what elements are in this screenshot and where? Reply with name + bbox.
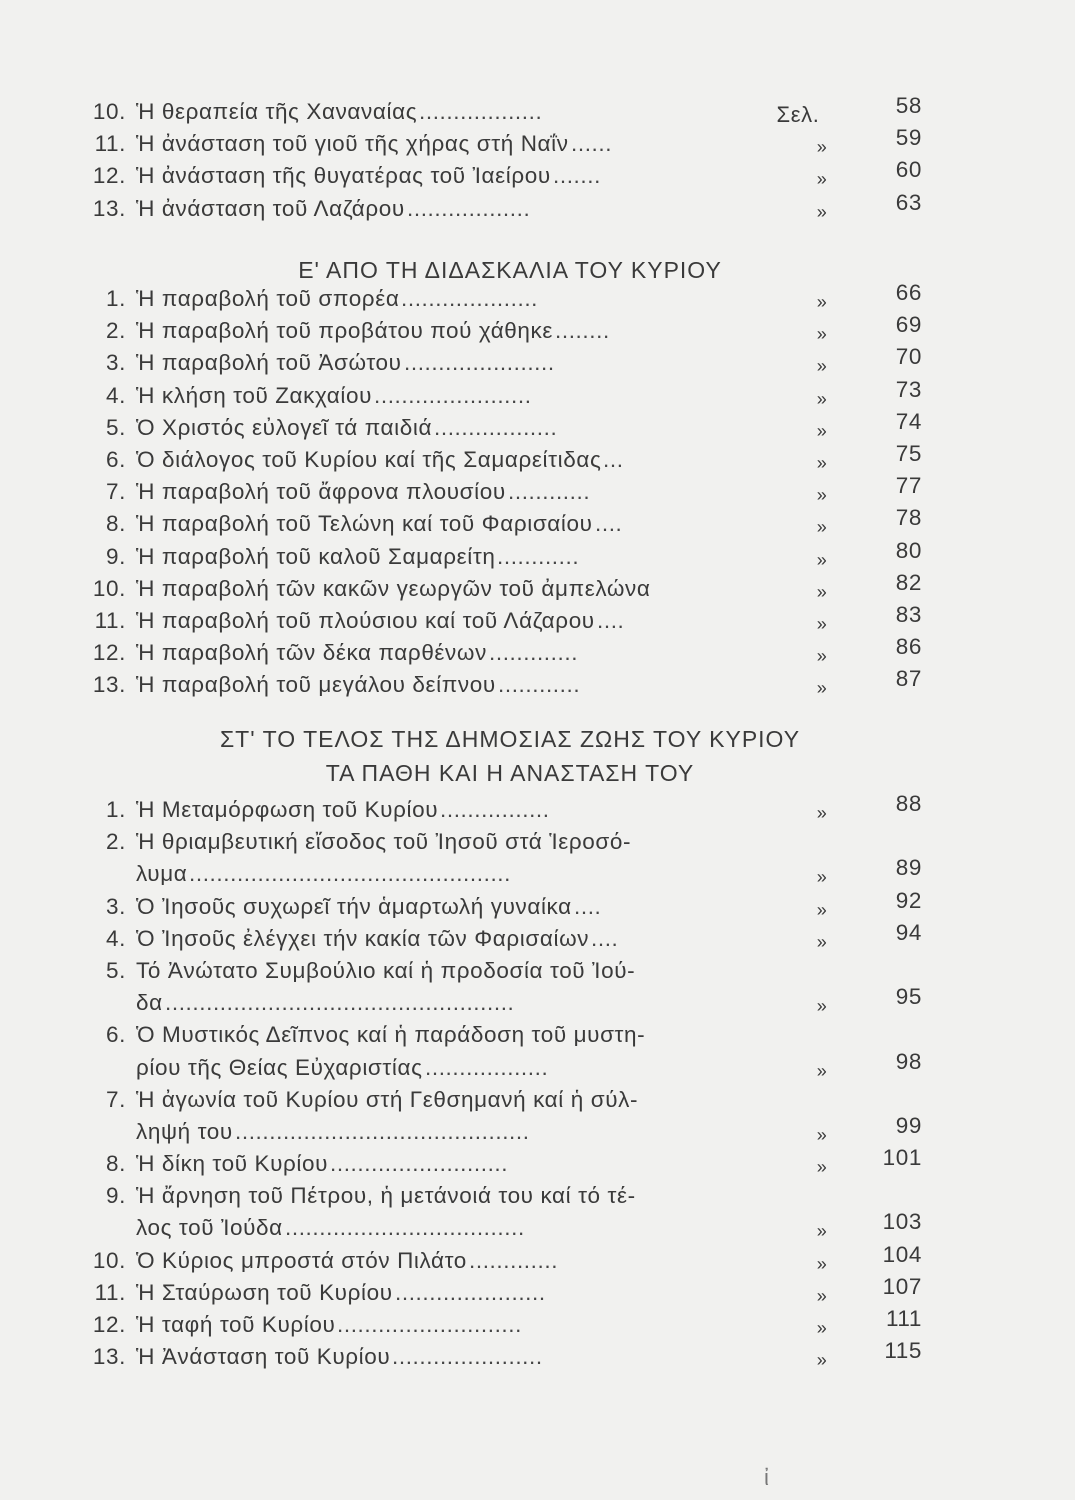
toc-entry bbox=[80, 634, 940, 672]
entry-title: Ἡ Σταύρωση τοῦ Κυρίου bbox=[136, 1279, 393, 1305]
dot-leader: ............................................... bbox=[189, 861, 512, 887]
entry-number: 7. bbox=[106, 479, 126, 505]
page-number: 103 bbox=[882, 1209, 922, 1235]
entry-number: 6. bbox=[106, 446, 126, 472]
entry-number: 13. bbox=[92, 195, 126, 221]
entry-title: Ὁ Ἰησοῦς συχωρεῖ τήν ἁμαρτωλή γυναίκα bbox=[136, 893, 572, 919]
entry-number: 8. bbox=[106, 1151, 126, 1177]
toc-entry bbox=[80, 312, 940, 350]
toc-entry bbox=[80, 505, 940, 543]
dot-leader: ...... bbox=[571, 131, 613, 157]
dot-leader: .................. bbox=[425, 1054, 549, 1080]
toc-entry bbox=[80, 1112, 940, 1151]
entry-title: Ὁ Χριστός εὐλογεῖ τά παιδιά bbox=[136, 414, 433, 440]
toc-entry bbox=[80, 919, 940, 958]
toc-entry bbox=[80, 1209, 940, 1247]
page-number: 95 bbox=[895, 984, 922, 1010]
toc-entry bbox=[80, 1338, 940, 1376]
page-prefix: » bbox=[816, 613, 828, 634]
entry-title: Ἡ Μεταμόρφωση τοῦ Κυρίου bbox=[136, 797, 439, 822]
entry-number: 9. bbox=[106, 1183, 126, 1209]
page-prefix: » bbox=[816, 137, 828, 158]
toc-entry bbox=[80, 829, 940, 861]
toc-entry bbox=[80, 157, 940, 195]
page-number: 89 bbox=[895, 855, 922, 881]
dot-leader: ........................... bbox=[337, 1312, 522, 1337]
section-st-heading-line2: ΤΑ ΠΑΘΗ ΚΑΙ Η ΑΝΑΣΤΑΣΗ ΤΟΥ bbox=[325, 760, 695, 786]
dot-leader: ................................... bbox=[285, 1215, 525, 1241]
toc-entry bbox=[80, 1183, 940, 1215]
entry-number: 11. bbox=[94, 1279, 126, 1305]
entry-number: 1. bbox=[106, 286, 126, 311]
entry-title: Ἡ ἀνάσταση τοῦ Λαζάρου bbox=[136, 195, 405, 221]
entry-number: 10. bbox=[92, 1247, 126, 1273]
entry-title: Ἡ θριαμβευτική εἴσοδος τοῦ Ἰησοῦ στά Ἱεροσό- bbox=[136, 829, 632, 855]
entry-title: Ἡ παραβολή τοῦ Τελώνη καί τοῦ Φαρισαίου bbox=[136, 511, 593, 537]
entry-title: Ὁ Ἰησοῦς ἐλέγχει τήν κακία τῶν Φαρισαίων bbox=[136, 925, 590, 951]
dot-leader: ....................... bbox=[374, 382, 532, 408]
entry-title: λος τοῦ Ἰούδα bbox=[136, 1215, 283, 1241]
page-number: 73 bbox=[895, 376, 922, 402]
toc-entry bbox=[80, 1306, 940, 1344]
page-number: 98 bbox=[895, 1048, 922, 1074]
entry-title: Ἡ ἀνάσταση τοῦ γιοῦ τῆς χήρας στή Ναΐν bbox=[136, 131, 569, 157]
page-prefix: » bbox=[816, 169, 828, 190]
page-mark: ἰ bbox=[764, 1465, 769, 1490]
entry-title: Ἡ παραβολή τοῦ μεγάλου δείπνου bbox=[136, 672, 496, 698]
page-number: 87 bbox=[895, 666, 922, 692]
dot-leader: ...................... bbox=[404, 350, 555, 376]
entry-number: 6. bbox=[106, 1022, 126, 1048]
toc-entry bbox=[80, 958, 940, 990]
dot-leader: ............. bbox=[489, 640, 579, 666]
page-prefix: » bbox=[816, 292, 828, 312]
entry-title: Ἡ δίκη τοῦ Κυρίου bbox=[136, 1151, 329, 1177]
toc-entry bbox=[80, 984, 940, 1022]
dot-leader: .................... bbox=[401, 286, 539, 311]
entry-number: 13. bbox=[92, 1344, 126, 1370]
page-prefix: » bbox=[816, 1221, 828, 1242]
dot-leader: ........ bbox=[555, 318, 610, 344]
page-number: 83 bbox=[895, 601, 922, 627]
entry-number: 3. bbox=[106, 893, 126, 919]
page-number: 60 bbox=[895, 157, 922, 183]
dot-leader: .................. bbox=[407, 195, 531, 221]
dot-leader: ............. bbox=[469, 1247, 559, 1273]
toc-entry bbox=[80, 1145, 940, 1183]
entry-title: Ἡ ταφή τοῦ Κυρίου bbox=[136, 1312, 336, 1337]
page-number: 111 bbox=[885, 1306, 922, 1331]
page-prefix: » bbox=[816, 803, 828, 823]
page-number: 86 bbox=[895, 634, 922, 660]
dot-leader: ...................... bbox=[392, 1344, 543, 1370]
page-prefix: » bbox=[816, 201, 828, 222]
page-prefix: » bbox=[816, 581, 828, 602]
toc-entry bbox=[80, 1048, 940, 1087]
entry-title: Ἡ παραβολή τῶν κακῶν γεωργῶν τοῦ ἀμπελώνα bbox=[136, 575, 651, 601]
page-prefix: » bbox=[816, 1350, 828, 1371]
entry-number: 13. bbox=[92, 672, 126, 698]
dot-leader: .................. bbox=[419, 99, 543, 124]
toc-entry bbox=[80, 473, 940, 511]
page-prefix: » bbox=[816, 420, 828, 441]
page-prefix: » bbox=[816, 549, 828, 570]
entry-number: 2. bbox=[106, 829, 126, 855]
entry-title: Τό Ἀνώτατο Συμβούλιο καί ἡ προδοσία τοῦ Ἰού- bbox=[136, 957, 636, 983]
toc-section-d-continued bbox=[80, 93, 940, 228]
toc-entry bbox=[80, 1087, 940, 1119]
page-prefix: » bbox=[816, 678, 828, 699]
entry-title: λυμα bbox=[136, 861, 188, 887]
page-number: 94 bbox=[895, 919, 922, 945]
toc-entry bbox=[80, 189, 940, 228]
page-prefix: » bbox=[816, 485, 828, 506]
toc-section-e bbox=[80, 280, 940, 704]
toc-entry bbox=[80, 601, 940, 640]
dot-leader: ................ bbox=[440, 797, 550, 822]
dot-leader: ................................................... bbox=[165, 990, 515, 1016]
entry-title: Ὁ Μυστικός Δεῖπνος καί ἡ παράδοση τοῦ μυστη- bbox=[136, 1022, 646, 1048]
page-prefix: » bbox=[816, 1060, 828, 1081]
dot-leader: .... bbox=[595, 511, 623, 537]
entry-title: Ἡ ἄρνηση τοῦ Πέτρου, ἡ μετάνοιά του καί τό τέ- bbox=[136, 1183, 636, 1209]
entry-number: 12. bbox=[92, 1312, 126, 1337]
entry-title: ληψή του bbox=[136, 1118, 233, 1144]
entry-number: 3. bbox=[106, 350, 126, 376]
dot-leader: .................. bbox=[434, 414, 558, 440]
toc-entry bbox=[80, 280, 940, 318]
page-prefix: » bbox=[816, 517, 828, 538]
toc-entry bbox=[80, 569, 940, 608]
section-e-heading: Ε' ΑΠΟ ΤΗ ΔΙΔΑΣΚΑΛΙΑ ΤΟΥ ΚΥΡΙΟΥ bbox=[298, 257, 722, 283]
entry-title: Ἡ Ἀνάσταση τοῦ Κυρίου bbox=[136, 1344, 391, 1370]
page-prefix: » bbox=[816, 388, 828, 409]
toc-entry bbox=[80, 1241, 940, 1280]
page-number: 58 bbox=[895, 93, 922, 118]
dot-leader: ........................................... bbox=[235, 1118, 530, 1144]
entry-title: Ἡ παραβολή τοῦ προβάτου πού χάθηκε bbox=[136, 318, 554, 344]
page-number: 99 bbox=[895, 1112, 922, 1138]
page-prefix: » bbox=[816, 1124, 828, 1145]
entry-number: 10. bbox=[92, 99, 126, 124]
entry-number: 2. bbox=[106, 318, 126, 344]
page-number: 77 bbox=[895, 473, 922, 499]
entry-number: 11. bbox=[94, 131, 126, 157]
toc-entry bbox=[80, 887, 940, 926]
page-prefix: » bbox=[816, 452, 828, 473]
dot-leader: ... bbox=[603, 446, 624, 472]
toc-entry bbox=[80, 791, 940, 829]
toc-entry bbox=[80, 93, 940, 131]
page-prefix: » bbox=[816, 867, 828, 888]
page-number: 59 bbox=[895, 125, 922, 151]
page-number: 66 bbox=[895, 280, 922, 305]
entry-number: 11. bbox=[94, 607, 126, 633]
page-prefix: » bbox=[816, 1318, 828, 1338]
page-prefix: » bbox=[816, 931, 828, 952]
entry-number: 12. bbox=[92, 640, 126, 666]
section-st-heading-line1: ΣΤ' ΤΟ ΤΕΛΟΣ ΤΗΣ ΔΗΜΟΣΙΑΣ ΖΩΗΣ ΤΟΥ ΚΥΡΙΟΥ bbox=[219, 726, 801, 752]
entry-title: ρίου τῆς Θείας Εὐχαριστίας bbox=[136, 1054, 423, 1080]
page-prefix: » bbox=[816, 1253, 828, 1274]
toc-entry bbox=[80, 440, 940, 479]
page-number: 101 bbox=[882, 1145, 922, 1171]
entry-number: 1. bbox=[106, 797, 126, 822]
toc-entry bbox=[80, 537, 940, 576]
entry-title: Ἡ κλήση τοῦ Ζακχαίου bbox=[136, 382, 373, 408]
entry-title: Ἡ ἀγωνία τοῦ Κυρίου στή Γεθσημανή καί ἡ σύλ- bbox=[136, 1086, 639, 1112]
page-prefix: » bbox=[816, 356, 828, 377]
page-prefix: » bbox=[816, 899, 828, 920]
page-number: 107 bbox=[882, 1273, 922, 1299]
page-number: 75 bbox=[895, 440, 922, 466]
entry-number: 4. bbox=[106, 382, 126, 408]
page-number: 82 bbox=[895, 569, 922, 595]
entry-number: 9. bbox=[106, 543, 126, 569]
toc-entry bbox=[80, 408, 940, 447]
page-prefix: » bbox=[816, 996, 828, 1017]
entry-number: 7. bbox=[106, 1086, 126, 1112]
entry-title: Ἡ παραβολή τοῦ Ἀσώτου bbox=[136, 350, 402, 376]
toc-entry bbox=[80, 125, 940, 163]
page-prefix: » bbox=[816, 1157, 828, 1178]
page-number: 69 bbox=[895, 312, 922, 338]
entry-number: 5. bbox=[106, 957, 126, 983]
toc-entry bbox=[80, 855, 940, 893]
dot-leader: ............ bbox=[508, 479, 591, 505]
entry-title: Ἡ παραβολή τοῦ σπορέα bbox=[136, 286, 400, 311]
page-prefix: » bbox=[816, 1285, 828, 1306]
entry-title: Ὁ διάλογος τοῦ Κυρίου καί τῆς Σαμαρείτιδας bbox=[136, 446, 602, 472]
dot-leader: ...................... bbox=[395, 1279, 546, 1305]
entry-title: Ἡ ἀνάσταση τῆς θυγατέρας τοῦ Ἰαείρου bbox=[136, 163, 551, 189]
dot-leader: .......................... bbox=[330, 1151, 509, 1177]
entry-number: 12. bbox=[92, 163, 126, 189]
entry-title: Ἡ παραβολή τοῦ πλούσιου καί τοῦ Λάζαρου bbox=[136, 607, 595, 633]
toc-entry bbox=[80, 666, 940, 704]
entry-number: 4. bbox=[106, 925, 126, 951]
entry-number: 8. bbox=[106, 511, 126, 537]
page-prefix: » bbox=[816, 324, 828, 345]
dot-leader: ....... bbox=[553, 163, 601, 189]
dot-leader: ............ bbox=[498, 672, 581, 698]
toc-section-st bbox=[80, 791, 940, 1376]
page-prefix: » bbox=[816, 646, 828, 667]
entry-title: Ἡ παραβολή τοῦ ἄφρονα πλουσίου bbox=[136, 479, 506, 505]
entry-title: Ἡ παραβολή τοῦ καλοῦ Σαμαρείτη bbox=[136, 543, 496, 569]
toc-entry bbox=[80, 1273, 940, 1312]
entry-title: Ὁ Κύριος μπροστά στόν Πιλάτο bbox=[136, 1247, 467, 1273]
page-number: 104 bbox=[882, 1241, 922, 1267]
dot-leader: .... bbox=[574, 893, 602, 919]
page-number: 88 bbox=[895, 791, 922, 816]
page-number: 80 bbox=[895, 537, 922, 563]
page-number: 74 bbox=[895, 408, 922, 434]
page-number: 70 bbox=[895, 344, 922, 370]
dot-leader: .... bbox=[591, 925, 619, 951]
page-number: 115 bbox=[884, 1338, 922, 1364]
entry-title: δα bbox=[136, 990, 163, 1016]
page-number: 78 bbox=[895, 505, 922, 531]
page-number: 63 bbox=[895, 189, 922, 215]
toc-entry bbox=[80, 344, 940, 382]
entry-number: 5. bbox=[106, 414, 126, 440]
page-prefix: Σελ. bbox=[776, 102, 820, 127]
entry-number: 10. bbox=[92, 575, 126, 601]
page-number: 92 bbox=[895, 887, 922, 913]
dot-leader: .... bbox=[597, 607, 625, 633]
toc-entry bbox=[80, 376, 940, 415]
entry-title: Ἡ παραβολή τῶν δέκα παρθένων bbox=[136, 640, 487, 666]
entry-title: Ἡ θεραπεία τῆς Χαναναίας bbox=[136, 99, 418, 124]
toc-entry bbox=[80, 1022, 940, 1054]
dot-leader: ............ bbox=[497, 543, 580, 569]
